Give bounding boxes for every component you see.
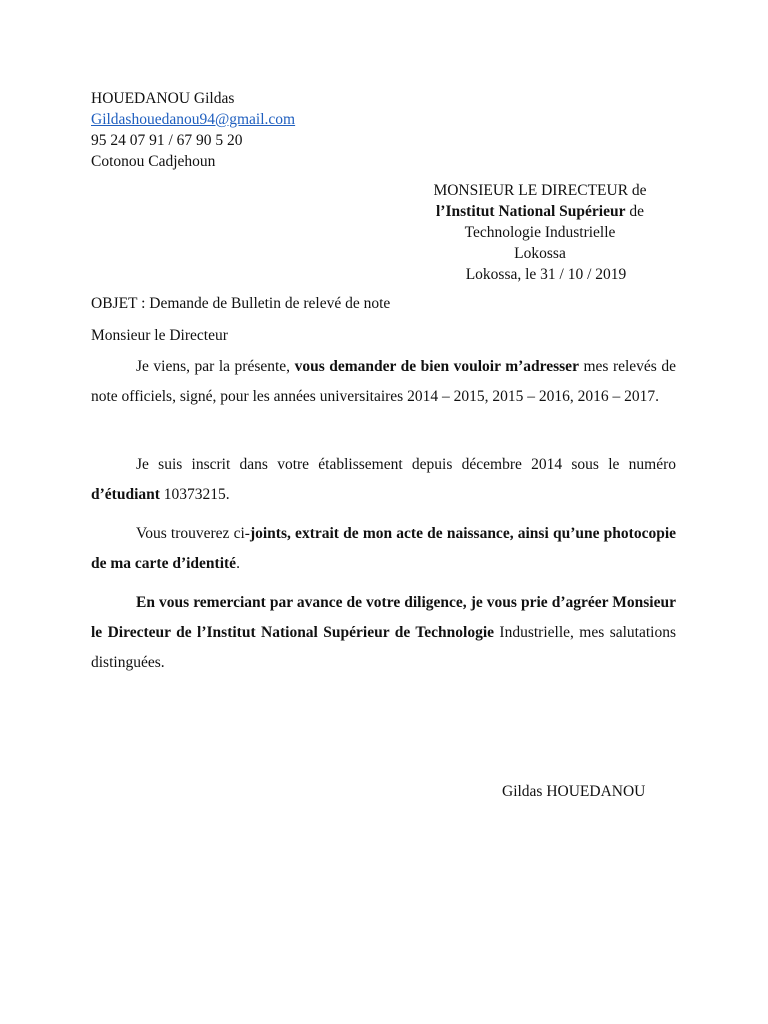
recipient-block: [380, 180, 700, 285]
salutation: Monsieur le Directeur: [91, 327, 228, 344]
recipient-line-1: MONSIEUR LE DIRECTEUR de: [433, 182, 647, 199]
sender-block: [91, 88, 295, 172]
paragraph-4: En vous remerciant par avance de votre diligence, je vous prie d’agréer Monsieur le Directeur de l’Institut National Supérieur de Technologie Industrielle, mes salutations distinguées.: [91, 594, 676, 671]
letter-date: Lokossa, le 31 / 10 / 2019: [465, 266, 627, 283]
recipient-line-4: Lokossa: [514, 245, 566, 262]
recipient-line-2: l’Institut National Supérieur de: [436, 203, 644, 220]
paragraph-3: Vous trouverez ci-joints, extrait de mon acte de naissance, ainsi qu’une photocopie de ma carte d’identité.: [91, 525, 677, 572]
recipient-line-3: Technologie Industrielle: [464, 224, 616, 241]
objet-line: OBJET : Demande de Bulletin de relevé de note: [91, 295, 391, 312]
sender-address: Cotonou Cadjehoun: [91, 153, 216, 170]
paragraph-1: Je viens, par la présente, vous demander de bien vouloir m’adresser mes relevés de note officiels, signé, pour les années universitaires 2014 – 2015, 2015 – 2016, 2016 – 2017.: [91, 358, 676, 405]
sender-phone: 95 24 07 91 / 67 90 5 20: [91, 132, 243, 149]
paragraph-2: Je suis inscrit dans votre établissement depuis décembre 2014 sous le numéro d’étudiant 10373215.: [91, 456, 676, 503]
signature-name: Gildas HOUEDANOU: [502, 783, 646, 800]
sender-email-link[interactable]: Gildashouedanou94@gmail.com: [91, 111, 296, 128]
sender-name: HOUEDANOU Gildas: [91, 90, 235, 107]
